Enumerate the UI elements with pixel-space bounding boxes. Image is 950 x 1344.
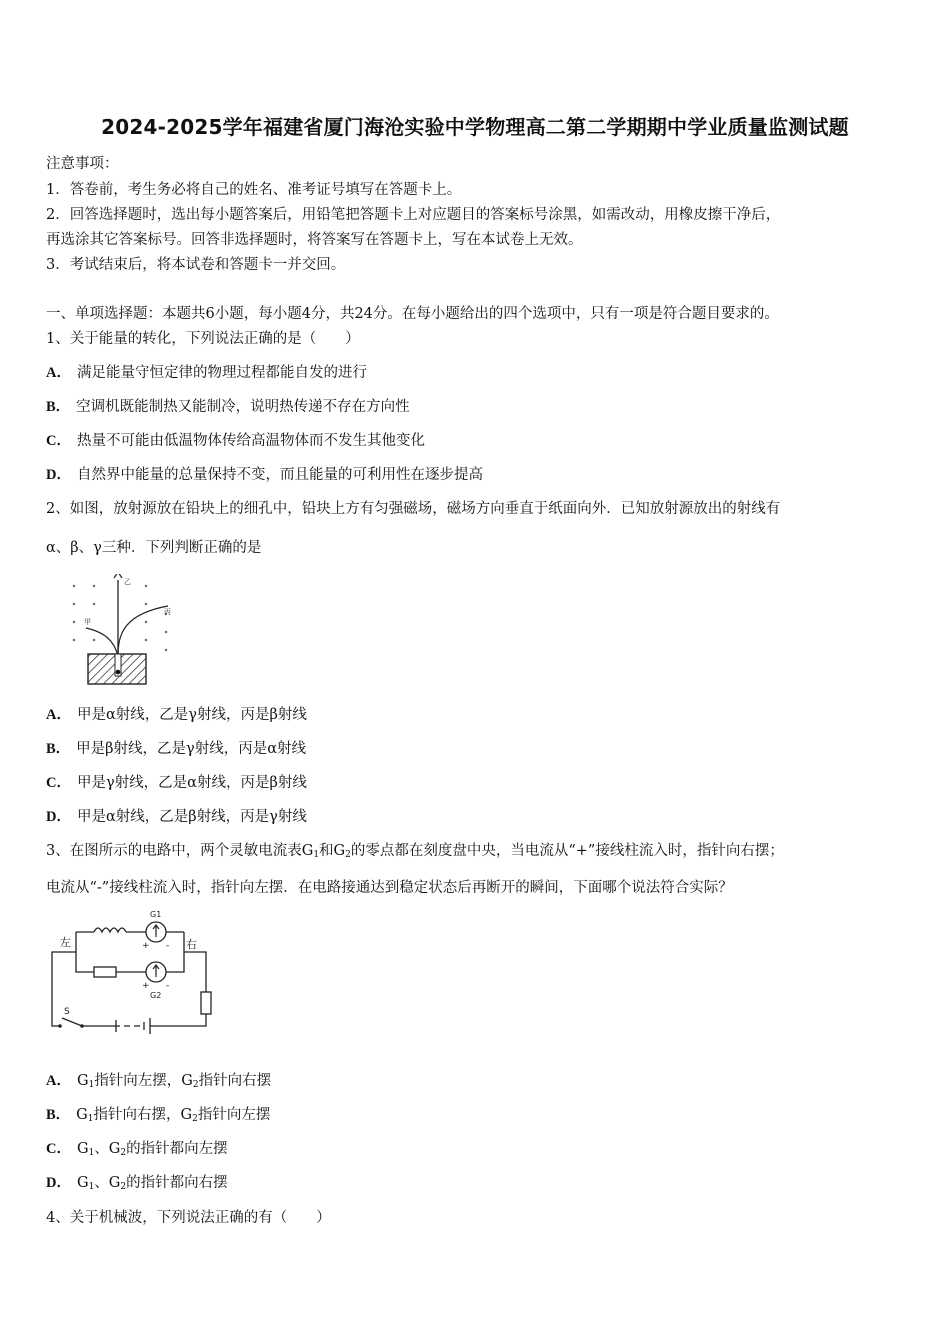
option-text: 满足能量守恒定律的物理过程都能自发的进行: [76, 365, 367, 381]
subscript: 2: [192, 1114, 198, 1124]
stem-part: 和G: [319, 843, 346, 859]
question-1-option-b: [46, 395, 410, 416]
notice-item: 1．答卷前，考生务必将自己的姓名、准考证号填写在答题卡上。: [46, 182, 462, 198]
option-text: 甲是β射线，乙是γ射线，丙是α射线: [76, 741, 307, 757]
option-text: 甲是α射线，乙是γ射线，丙是β射线: [76, 707, 307, 723]
label-yi: 乙: [124, 578, 131, 586]
question-2-option-b: [46, 737, 306, 758]
section-heading: 一、单项选择题：本题共6小题，每小题4分，共24分。在每小题给出的四个选项中，只有一项是符合题目要求的。: [46, 306, 779, 322]
g2-minus: -: [166, 981, 170, 991]
option-text: 、G: [94, 1141, 121, 1157]
circuit-figure: [46, 906, 216, 1036]
notice-heading: 注意事项：: [46, 156, 119, 172]
subscript: 2: [345, 850, 351, 860]
g1-plus: +: [142, 941, 150, 951]
question-3-option-a: [46, 1069, 271, 1090]
stem-part: 的零点都在刻度盘中央，当电流从“+”接线柱流入时，指针向右摆；: [350, 843, 784, 859]
option-text: 的指针都向左摆: [126, 1141, 228, 1157]
notice-item: 再选涂其它答案标号。回答非选择题时，将答案写在答题卡上，写在本试卷上无效。: [46, 232, 583, 248]
option-text: 甲是γ射线，乙是α射线，丙是β射线: [76, 775, 307, 791]
option-text: 甲是α射线，乙是β射线，丙是γ射线: [76, 809, 307, 825]
question-1-option-c: [46, 429, 425, 450]
notice-item: 3．考试结束后，将本试卷和答题卡一并交回。: [46, 257, 346, 273]
label-switch: S: [64, 1007, 70, 1017]
option-label: D．: [46, 1175, 71, 1191]
label-g2: G2: [150, 991, 162, 1000]
option-text: G: [76, 1107, 88, 1123]
question-1-option-d: [46, 463, 483, 484]
option-text: 指针向右摆: [198, 1073, 272, 1089]
resistor: [94, 967, 116, 977]
question-1-option-a: [46, 361, 367, 382]
inductor-coil: [94, 928, 126, 932]
subscript: 2: [120, 1182, 127, 1192]
notice-item: 2．回答选择题时，选出每小题答案后，用铅笔把答题卡上对应题目的答案标号涂黑，如需改动，用橡皮擦干净后，: [46, 207, 781, 223]
arrow-icon: [153, 965, 159, 977]
option-text: 的指针都向右摆: [126, 1175, 228, 1191]
option-label: C．: [46, 433, 71, 449]
option-label: A．: [46, 365, 71, 381]
option-text: 热量不可能由低温物体传给高温物体而不发生其他变化: [76, 433, 425, 449]
subscript: 1: [87, 1114, 94, 1124]
option-label: B．: [46, 1107, 71, 1123]
option-text: G: [76, 1141, 89, 1157]
ray-right: [118, 606, 168, 656]
label-right: 右: [186, 938, 197, 951]
option-label: D．: [46, 467, 71, 483]
radiation-figure: [60, 574, 190, 688]
radiation-source: [116, 670, 121, 675]
question-3-stem: [46, 839, 784, 860]
option-label: A．: [46, 707, 71, 723]
subscript: 1: [88, 1080, 95, 1090]
question-1-stem: 1、关于能量的转化，下列说法正确的是（ ）: [46, 331, 360, 347]
question-3-option-b: [46, 1103, 270, 1124]
option-text: 指针向左摆，G: [94, 1073, 193, 1089]
page-title: 2024-2025学年福建省厦门海沧实验中学物理高二第二学期期中学业质量监测试题: [101, 115, 849, 139]
option-text: G: [76, 1073, 89, 1089]
option-label: A．: [46, 1073, 71, 1089]
option-text: 空调机既能制热又能制冷，说明热传递不存在方向性: [76, 399, 410, 415]
subscript: 2: [192, 1080, 199, 1090]
question-3-stem-line2: 电流从“-”接线柱流入时，指针向左摆．在电路接通达到稳定状态后再断开的瞬间，下面哪个说法符合实际？: [46, 880, 733, 896]
external-resistor: [201, 992, 211, 1014]
option-text: 指针向右摆，G: [93, 1107, 193, 1123]
question-2-stem-line2: α、β、γ三种．下列判断正确的是: [46, 540, 262, 556]
battery: [144, 1018, 150, 1034]
question-2-option-d: [46, 805, 307, 826]
option-label: B．: [46, 399, 71, 415]
question-3-option-d: [46, 1171, 228, 1192]
option-label: C．: [46, 1141, 71, 1157]
g2-plus: +: [142, 981, 150, 991]
option-label: C．: [46, 775, 71, 791]
option-text: G: [76, 1175, 89, 1191]
label-bing: 丙: [164, 608, 171, 616]
option-label: D．: [46, 809, 71, 825]
option-text: 指针向左摆: [197, 1107, 271, 1123]
ray-left: [86, 628, 118, 656]
label-left: 左: [60, 936, 71, 949]
question-3-option-c: [46, 1137, 228, 1158]
option-label: B．: [46, 741, 71, 757]
subscript: 1: [313, 850, 320, 860]
question-4-stem: 4、关于机械波，下列说法正确的有（ ）: [46, 1210, 331, 1226]
switch: [62, 1018, 82, 1026]
subscript: 2: [120, 1148, 127, 1158]
label-jia: 甲: [84, 618, 91, 626]
question-2-stem: 2、如图，放射源放在铅块上的细孔中，铅块上方有匀强磁场，磁场方向垂直于纸面向外．已知放射源放出的射线有: [46, 501, 781, 517]
option-text: 自然界中能量的总量保持不变，而且能量的可利用性在逐步提高: [76, 467, 483, 483]
label-g1: G1: [150, 910, 162, 919]
arrow-icon: [153, 925, 159, 937]
stem-part: 3、在图所示的电路中，两个灵敏电流表G: [46, 843, 314, 859]
g1-minus: -: [166, 941, 170, 951]
option-text: 、G: [94, 1175, 121, 1191]
question-2-option-c: [46, 771, 307, 792]
subscript: 1: [88, 1182, 95, 1192]
question-2-option-a: [46, 703, 307, 724]
subscript: 1: [88, 1148, 95, 1158]
arrow-icon: [114, 574, 122, 578]
